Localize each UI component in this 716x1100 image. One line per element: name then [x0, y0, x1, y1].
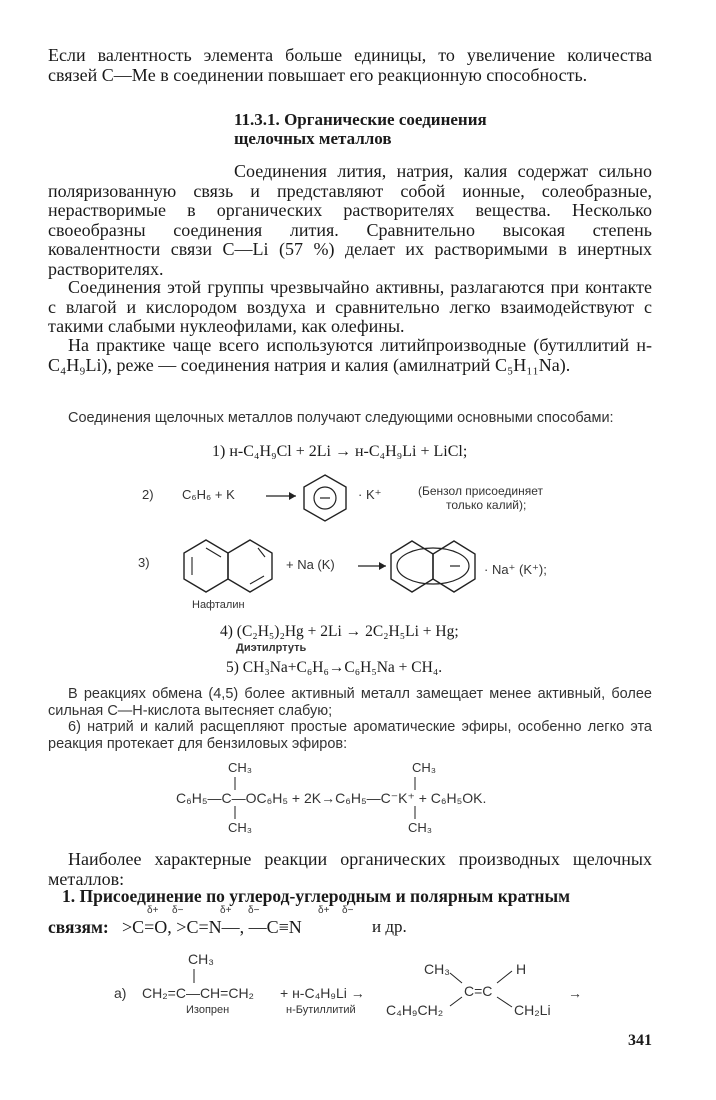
delta-minus-3: δ− — [342, 905, 354, 916]
item-6: 6) натрий и калий расщепляют простые ароматические эфиры, особенно легко эта реакция протекает для бензиловых эфиров: — [48, 719, 652, 752]
reaction-2-number: 2) — [142, 487, 154, 502]
reaction-3-number: 3) — [138, 555, 150, 570]
reaction-2-note-line1: (Бензол присоединяет — [418, 484, 543, 498]
delta-plus-3: δ+ — [318, 905, 330, 916]
addition-tail: и др. — [372, 917, 407, 936]
product-right: CH₂Li — [514, 1002, 551, 1018]
reaction-2-reagents: C₆H₆ + K — [182, 487, 235, 502]
intro-paragraph: Если валентность элемента больше единицы, то увеличение количества связей C—Me в соединении повышает его реакционную способность. — [48, 45, 652, 85]
reaction-5: 5) CH₃Na+C₆H₆→C₆H₅Na + CH₄. — [226, 659, 443, 676]
reaction-4: 4) (C₂H₅)₂Hg + 2Li → 2C₂H₅Li + Hg; — [220, 623, 459, 640]
naphthalene-label: Нафталин — [192, 599, 245, 611]
reaction-2-product: · K⁺ — [358, 487, 382, 502]
product-h: H — [516, 961, 527, 977]
typical-reactions: Наиболее характерные реакции органических производных щелочных металлов: — [48, 849, 652, 889]
exchange-note: В реакциях обмена (4,5) более активный металл замещает менее активный, более сильная C—H-кислота вытесняет слабую; — [48, 686, 652, 719]
reaction-a-arrow: → — [568, 985, 582, 1001]
diethylmercury-label: Диэтилртуть — [236, 642, 307, 654]
addition-bonds-label: связям: — [48, 917, 109, 937]
section-title-line2: щелочных металлов — [234, 129, 392, 148]
butyllithium-label: н-Бутиллитий — [286, 1004, 356, 1016]
reaction-a-reagent: + н-C₄H₉Li → — [280, 985, 365, 1001]
delta-minus-1: δ− — [172, 905, 184, 916]
isoprene-formula: CH₂=C—CH=CH₂ — [142, 985, 254, 1001]
delta-plus-1: δ+ — [147, 905, 159, 916]
addition-bonds: >C=O, >C=N—, —C≡N — [122, 917, 302, 937]
ether-ch3-top-right: CH₃ — [412, 760, 437, 775]
ether-ch3-bottom-right: CH₃ — [408, 820, 433, 835]
page-number: 341 — [628, 1032, 652, 1049]
reaction-1: 1) н-C₄H₉Cl + 2Li → н-C₄H₉Li + LiCl; — [212, 443, 468, 460]
delta-plus-2: δ+ — [220, 905, 232, 916]
section-title-line1: Органические соединения — [284, 110, 487, 129]
methods-intro: Соединения щелочных металлов получают следующими основными способами: — [68, 410, 614, 426]
paragraph-3: На практике чаще всего используются литийпроизводные (бутиллитий н-C₄H₉Li), реже — соединения натрия и калия (амилнатрий C₅H₁₁Na). — [48, 335, 652, 375]
addition-title: 1. Присоединение по углерод-углеродным и полярным кратным — [62, 886, 571, 906]
ether-ch3-top-left: CH₃ — [228, 760, 253, 775]
delta-minus-2: δ− — [248, 905, 260, 916]
product-cc: C=C — [464, 983, 493, 999]
reaction-2-note-line2: только калий); — [446, 498, 527, 512]
reaction-a-label: а) — [114, 985, 127, 1001]
isoprene-label: Изопрен — [186, 1004, 230, 1016]
ether-equation: C₆H₅—C—OC₆H₅ + 2K→C₆H₅—C⁻K⁺ + C₆H₅OK. — [176, 790, 487, 806]
product-ch3: CH₃ — [424, 961, 450, 977]
isoprene-ch3: CH₃ — [188, 951, 214, 967]
reaction-3-product: · Na⁺ (K⁺); — [484, 562, 547, 577]
paragraph-2: Соединения этой группы чрезвычайно активны, разлагаются при контакте с влагой и кислородом воздуха и сравнительно легко взаимодействуют с такими слабыми нуклеофилами, как олефины. — [48, 277, 652, 337]
ether-ch3-bottom-left: CH₃ — [228, 820, 253, 835]
paragraph-1: Соединения лития, натрия, калия содержат сильно поляризованную связь и представляют собой ионные, солеобразные, нерастворимые в органических растворителях вещества. Несколько своеобразны соединения лития. Сравнительно высокая степень ковалентности связи C—Li (57 %) делает их растворимыми в инертных растворителях. — [48, 161, 652, 279]
reaction-3-reagent: + Na (K) — [286, 557, 335, 572]
product-left: C₄H₉CH₂ — [386, 1002, 444, 1018]
section-number: 11.3.1. — [234, 110, 280, 129]
